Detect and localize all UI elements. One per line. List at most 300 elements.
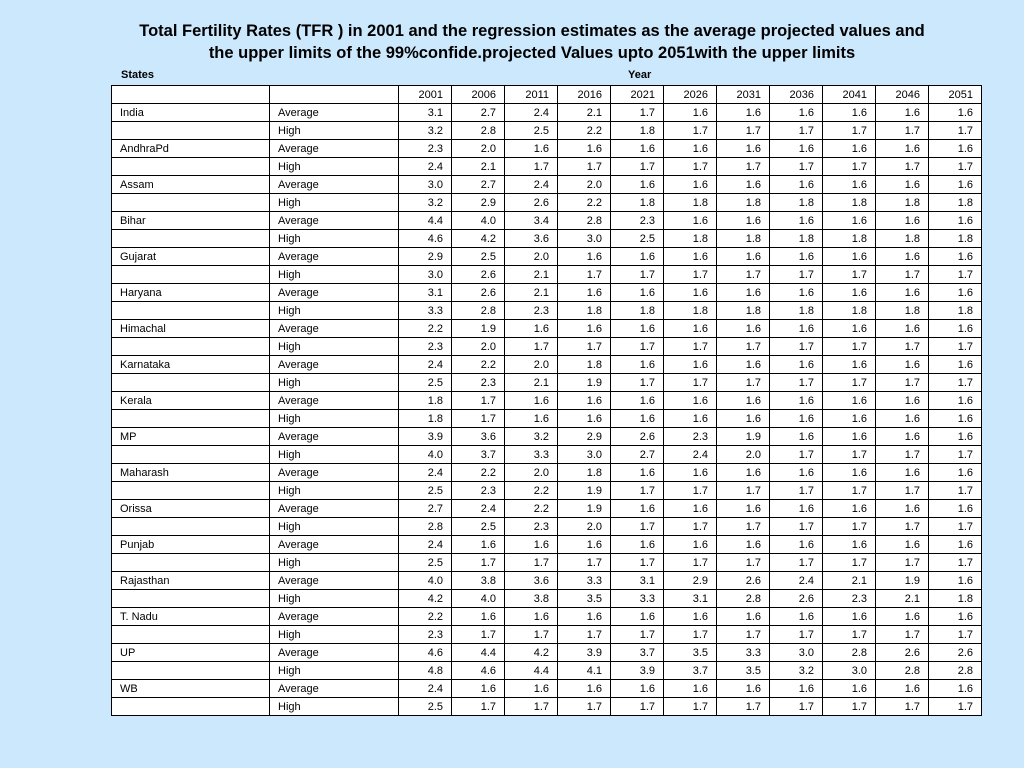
tfr-value-cell: 3.3 — [717, 644, 770, 662]
table-row — [112, 356, 982, 374]
tfr-value-cell: 1.6 — [876, 248, 929, 266]
tfr-value-cell: 2.8 — [558, 212, 611, 230]
tfr-value-cell: 2.8 — [399, 518, 452, 536]
table-row — [112, 194, 982, 212]
tfr-value-cell: 1.7 — [770, 266, 823, 284]
table-row — [112, 248, 982, 266]
tfr-value-cell: 1.7 — [452, 626, 505, 644]
state-cell — [112, 266, 270, 284]
tfr-value-cell: 1.7 — [929, 338, 982, 356]
tfr-value-cell: 3.7 — [611, 644, 664, 662]
tfr-value-cell: 2.6 — [611, 428, 664, 446]
tfr-value-cell: 1.8 — [664, 302, 717, 320]
tfr-value-cell: 1.6 — [505, 392, 558, 410]
tfr-value-cell: 2.8 — [876, 662, 929, 680]
states-header: States — [121, 69, 155, 81]
tfr-value-cell: 1.6 — [823, 428, 876, 446]
estimate-type-cell: High — [270, 410, 399, 428]
tfr-value-cell: 1.6 — [823, 212, 876, 230]
tfr-value-cell: 1.6 — [876, 428, 929, 446]
tfr-value-cell: 1.6 — [770, 536, 823, 554]
tfr-value-cell: 3.3 — [611, 590, 664, 608]
tfr-value-cell: 2.3 — [399, 140, 452, 158]
tfr-value-cell: 1.6 — [664, 176, 717, 194]
table-row — [112, 158, 982, 176]
tfr-value-cell: 1.7 — [664, 266, 717, 284]
tfr-value-cell: 1.6 — [929, 464, 982, 482]
tfr-value-cell: 1.6 — [717, 284, 770, 302]
tfr-value-cell: 1.7 — [717, 158, 770, 176]
state-cell — [112, 698, 270, 716]
tfr-value-cell: 1.7 — [558, 626, 611, 644]
tfr-value-cell: 4.0 — [399, 572, 452, 590]
state-cell — [112, 374, 270, 392]
tfr-value-cell: 2.0 — [505, 464, 558, 482]
tfr-value-cell: 1.6 — [717, 176, 770, 194]
tfr-value-cell: 1.7 — [770, 158, 823, 176]
tfr-value-cell: 1.8 — [770, 302, 823, 320]
tfr-value-cell: 3.0 — [770, 644, 823, 662]
tfr-value-cell: 1.6 — [876, 356, 929, 374]
tfr-value-cell: 1.7 — [664, 626, 717, 644]
tfr-value-cell: 1.6 — [664, 680, 717, 698]
tfr-value-cell: 3.6 — [452, 428, 505, 446]
tfr-value-cell: 2.3 — [505, 302, 558, 320]
tfr-value-cell: 4.8 — [399, 662, 452, 680]
tfr-value-cell: 3.2 — [770, 662, 823, 680]
tfr-value-cell: 1.8 — [399, 410, 452, 428]
tfr-value-cell: 1.6 — [664, 140, 717, 158]
tfr-value-cell: 1.8 — [876, 302, 929, 320]
tfr-value-cell: 1.7 — [664, 158, 717, 176]
tfr-value-cell: 2.0 — [505, 248, 558, 266]
tfr-value-cell: 1.6 — [664, 608, 717, 626]
tfr-value-cell: 3.8 — [452, 572, 505, 590]
tfr-value-cell: 1.6 — [770, 140, 823, 158]
tfr-value-cell: 1.7 — [664, 518, 717, 536]
tfr-value-cell: 2.4 — [399, 464, 452, 482]
tfr-value-cell: 1.7 — [558, 266, 611, 284]
tfr-value-cell: 1.6 — [823, 176, 876, 194]
tfr-value-cell: 4.2 — [505, 644, 558, 662]
tfr-value-cell: 2.5 — [505, 122, 558, 140]
year-header: Year — [628, 69, 652, 81]
state-cell: Haryana — [112, 284, 270, 302]
tfr-value-cell: 2.6 — [770, 590, 823, 608]
tfr-value-cell: 1.7 — [770, 482, 823, 500]
tfr-value-cell: 1.7 — [505, 338, 558, 356]
tfr-value-cell: 1.7 — [823, 338, 876, 356]
estimate-type-cell: High — [270, 446, 399, 464]
tfr-value-cell: 1.7 — [770, 446, 823, 464]
tfr-value-cell: 1.6 — [929, 284, 982, 302]
tfr-value-cell: 1.7 — [664, 554, 717, 572]
tfr-value-cell: 4.0 — [452, 590, 505, 608]
tfr-value-cell: 1.7 — [452, 410, 505, 428]
tfr-value-cell: 3.1 — [399, 284, 452, 302]
tfr-value-cell: 1.6 — [823, 410, 876, 428]
tfr-value-cell: 1.6 — [664, 104, 717, 122]
tfr-value-cell: 2.3 — [664, 428, 717, 446]
tfr-value-cell: 1.6 — [876, 608, 929, 626]
tfr-value-cell: 1.6 — [929, 428, 982, 446]
estimate-type-cell: High — [270, 302, 399, 320]
tfr-value-cell: 1.7 — [823, 374, 876, 392]
tfr-value-cell: 1.7 — [664, 122, 717, 140]
estimate-type-cell: High — [270, 338, 399, 356]
tfr-value-cell: 1.6 — [558, 284, 611, 302]
table-row — [112, 572, 982, 590]
tfr-value-cell: 1.6 — [664, 320, 717, 338]
table-row — [112, 302, 982, 320]
tfr-value-cell: 1.6 — [611, 392, 664, 410]
tfr-value-cell: 2.3 — [399, 626, 452, 644]
tfr-value-cell: 2.2 — [399, 608, 452, 626]
tfr-value-cell: 1.7 — [770, 122, 823, 140]
tfr-value-cell: 1.7 — [876, 698, 929, 716]
state-cell: India — [112, 104, 270, 122]
tfr-value-cell: 3.1 — [664, 590, 717, 608]
state-cell: Gujarat — [112, 248, 270, 266]
state-cell — [112, 482, 270, 500]
state-cell: Assam — [112, 176, 270, 194]
tfr-value-cell: 1.7 — [611, 104, 664, 122]
tfr-value-cell: 1.6 — [876, 392, 929, 410]
estimate-type-cell: High — [270, 194, 399, 212]
state-cell — [112, 230, 270, 248]
tfr-value-cell: 1.6 — [876, 176, 929, 194]
tfr-value-cell: 2.1 — [505, 374, 558, 392]
year-cell: 2016 — [558, 86, 611, 104]
tfr-value-cell: 4.6 — [399, 230, 452, 248]
tfr-value-cell: 3.1 — [611, 572, 664, 590]
table-row — [112, 374, 982, 392]
tfr-value-cell: 1.7 — [611, 518, 664, 536]
tfr-value-cell: 1.6 — [505, 608, 558, 626]
tfr-value-cell: 1.6 — [929, 140, 982, 158]
estimate-type-cell: Average — [270, 248, 399, 266]
state-cell — [112, 446, 270, 464]
tfr-value-cell: 1.8 — [770, 194, 823, 212]
tfr-value-cell: 1.7 — [505, 554, 558, 572]
tfr-value-cell: 1.9 — [558, 374, 611, 392]
state-cell — [112, 158, 270, 176]
table-row — [112, 662, 982, 680]
tfr-value-cell: 1.8 — [876, 194, 929, 212]
estimate-type-cell: Average — [270, 680, 399, 698]
tfr-value-cell: 1.6 — [611, 410, 664, 428]
tfr-value-cell: 1.6 — [558, 410, 611, 428]
table-row — [112, 554, 982, 572]
tfr-value-cell: 1.9 — [452, 320, 505, 338]
tfr-value-cell: 1.6 — [664, 392, 717, 410]
tfr-value-cell: 2.3 — [399, 338, 452, 356]
tfr-value-cell: 1.7 — [505, 158, 558, 176]
tfr-value-cell: 1.8 — [399, 392, 452, 410]
tfr-value-cell: 1.6 — [505, 140, 558, 158]
tfr-value-cell: 1.7 — [717, 698, 770, 716]
tfr-value-cell: 1.7 — [505, 698, 558, 716]
tfr-value-cell: 1.7 — [876, 338, 929, 356]
tfr-value-cell: 2.8 — [929, 662, 982, 680]
tfr-value-cell: 2.0 — [558, 518, 611, 536]
tfr-value-cell: 1.7 — [770, 626, 823, 644]
tfr-value-cell: 1.7 — [611, 626, 664, 644]
table-row — [112, 428, 982, 446]
tfr-value-cell: 2.0 — [558, 176, 611, 194]
tfr-value-cell: 2.9 — [664, 572, 717, 590]
tfr-value-cell: 2.2 — [452, 356, 505, 374]
table-row — [112, 392, 982, 410]
tfr-value-cell: 2.1 — [505, 284, 558, 302]
state-cell — [112, 662, 270, 680]
tfr-value-cell: 1.6 — [929, 410, 982, 428]
tfr-value-cell: 2.6 — [717, 572, 770, 590]
tfr-value-cell: 1.7 — [770, 518, 823, 536]
tfr-value-cell: 2.3 — [505, 518, 558, 536]
tfr-value-cell: 4.0 — [399, 446, 452, 464]
tfr-value-cell: 1.6 — [664, 500, 717, 518]
year-cell: 2001 — [399, 86, 452, 104]
tfr-value-cell: 3.0 — [399, 176, 452, 194]
title-line-1: Total Fertility Rates (TFR ) in 2001 and the regression estimates as the average projected values and — [139, 22, 925, 40]
tfr-value-cell: 2.9 — [452, 194, 505, 212]
tfr-value-cell: 2.4 — [505, 176, 558, 194]
tfr-value-cell: 1.8 — [558, 464, 611, 482]
tfr-value-cell: 2.4 — [399, 158, 452, 176]
estimate-type-cell: Average — [270, 572, 399, 590]
tfr-value-cell: 1.6 — [717, 680, 770, 698]
tfr-value-cell: 1.8 — [611, 194, 664, 212]
tfr-value-cell: 1.7 — [664, 338, 717, 356]
tfr-value-cell: 1.8 — [611, 122, 664, 140]
tfr-value-cell: 2.3 — [611, 212, 664, 230]
state-cell: Karnataka — [112, 356, 270, 374]
tfr-value-cell: 1.7 — [876, 266, 929, 284]
tfr-value-cell: 1.7 — [929, 626, 982, 644]
tfr-value-cell: 1.8 — [876, 230, 929, 248]
tfr-value-cell: 1.7 — [929, 158, 982, 176]
state-cell: Maharash — [112, 464, 270, 482]
tfr-value-cell: 1.6 — [929, 572, 982, 590]
state-cell — [112, 554, 270, 572]
estimate-type-cell: Average — [270, 536, 399, 554]
tfr-value-cell: 1.6 — [717, 212, 770, 230]
tfr-value-cell: 1.6 — [770, 464, 823, 482]
tfr-value-cell: 1.6 — [664, 536, 717, 554]
tfr-value-cell: 1.6 — [876, 680, 929, 698]
tfr-value-cell: 1.6 — [717, 500, 770, 518]
state-cell — [112, 626, 270, 644]
tfr-value-cell: 1.6 — [611, 608, 664, 626]
tfr-value-cell: 2.4 — [399, 356, 452, 374]
state-cell — [112, 590, 270, 608]
estimate-type-cell: High — [270, 482, 399, 500]
tfr-value-cell: 1.6 — [558, 608, 611, 626]
state-cell — [112, 518, 270, 536]
tfr-value-cell: 1.6 — [770, 608, 823, 626]
tfr-value-cell: 2.2 — [558, 122, 611, 140]
tfr-value-cell: 1.6 — [717, 608, 770, 626]
tfr-value-cell: 1.9 — [876, 572, 929, 590]
tfr-value-cell: 1.7 — [876, 122, 929, 140]
tfr-value-cell: 2.2 — [505, 482, 558, 500]
tfr-value-cell: 1.7 — [717, 554, 770, 572]
tfr-value-cell: 1.6 — [876, 104, 929, 122]
year-cell: 2026 — [664, 86, 717, 104]
tfr-value-cell: 1.6 — [717, 248, 770, 266]
tfr-value-cell: 1.7 — [611, 554, 664, 572]
estimate-type-cell: Average — [270, 212, 399, 230]
tfr-value-cell: 1.7 — [823, 122, 876, 140]
tfr-value-cell: 1.6 — [929, 500, 982, 518]
estimate-type-cell: High — [270, 158, 399, 176]
tfr-value-cell: 1.7 — [717, 518, 770, 536]
table-row — [112, 590, 982, 608]
estimate-type-cell: Average — [270, 608, 399, 626]
tfr-value-cell: 2.0 — [452, 140, 505, 158]
tfr-value-cell: 1.6 — [823, 608, 876, 626]
state-cell: MP — [112, 428, 270, 446]
tfr-value-cell: 3.0 — [558, 446, 611, 464]
tfr-value-cell: 1.7 — [717, 374, 770, 392]
table-row — [112, 122, 982, 140]
tfr-value-cell: 1.7 — [823, 554, 876, 572]
tfr-value-cell: 2.1 — [505, 266, 558, 284]
tfr-value-cell: 2.8 — [452, 122, 505, 140]
tfr-value-cell: 1.7 — [664, 698, 717, 716]
tfr-value-cell: 2.9 — [558, 428, 611, 446]
tfr-value-cell: 2.8 — [452, 302, 505, 320]
tfr-value-cell: 1.6 — [664, 464, 717, 482]
tfr-value-cell: 1.6 — [717, 410, 770, 428]
year-cell: 2036 — [770, 86, 823, 104]
tfr-value-cell: 1.6 — [823, 392, 876, 410]
year-header-row — [112, 86, 982, 104]
state-cell: Rajasthan — [112, 572, 270, 590]
table-row — [112, 518, 982, 536]
tfr-value-cell: 1.7 — [823, 482, 876, 500]
tfr-value-cell: 3.9 — [399, 428, 452, 446]
tfr-value-cell: 1.6 — [452, 680, 505, 698]
tfr-value-cell: 2.7 — [452, 104, 505, 122]
tfr-value-cell: 2.4 — [399, 536, 452, 554]
tfr-value-cell: 3.8 — [505, 590, 558, 608]
tfr-value-cell: 3.6 — [505, 230, 558, 248]
tfr-value-cell: 2.3 — [452, 482, 505, 500]
tfr-value-cell: 2.0 — [505, 356, 558, 374]
tfr-value-cell: 1.6 — [929, 608, 982, 626]
tfr-value-cell: 1.6 — [876, 464, 929, 482]
header-empty-cell — [270, 86, 399, 104]
tfr-value-cell: 1.6 — [664, 248, 717, 266]
tfr-value-cell: 3.5 — [558, 590, 611, 608]
tfr-value-cell: 2.1 — [558, 104, 611, 122]
tfr-value-cell: 3.2 — [399, 194, 452, 212]
tfr-value-cell: 1.7 — [876, 554, 929, 572]
tfr-value-cell: 1.7 — [717, 626, 770, 644]
state-cell — [112, 122, 270, 140]
tfr-value-cell: 1.6 — [770, 410, 823, 428]
tfr-value-cell: 1.8 — [770, 230, 823, 248]
tfr-value-cell: 4.2 — [399, 590, 452, 608]
table-row — [112, 500, 982, 518]
tfr-value-cell: 2.5 — [399, 554, 452, 572]
tfr-value-cell: 1.9 — [558, 482, 611, 500]
tfr-value-cell: 2.0 — [717, 446, 770, 464]
tfr-value-cell: 1.7 — [876, 626, 929, 644]
tfr-value-cell: 2.7 — [611, 446, 664, 464]
tfr-value-cell: 3.9 — [611, 662, 664, 680]
tfr-value-cell: 1.8 — [558, 356, 611, 374]
tfr-value-cell: 1.7 — [611, 482, 664, 500]
tfr-value-cell: 1.6 — [558, 392, 611, 410]
tfr-value-cell: 2.2 — [452, 464, 505, 482]
table-row — [112, 284, 982, 302]
tfr-value-cell: 3.5 — [717, 662, 770, 680]
tfr-value-cell: 2.8 — [823, 644, 876, 662]
tfr-value-cell: 1.6 — [876, 284, 929, 302]
tfr-value-cell: 1.7 — [717, 122, 770, 140]
tfr-value-cell: 1.6 — [823, 464, 876, 482]
state-cell: T. Nadu — [112, 608, 270, 626]
estimate-type-cell: Average — [270, 104, 399, 122]
estimate-type-cell: Average — [270, 464, 399, 482]
table-row — [112, 338, 982, 356]
tfr-value-cell: 1.7 — [929, 374, 982, 392]
tfr-value-cell: 1.7 — [929, 266, 982, 284]
tfr-value-cell: 2.1 — [452, 158, 505, 176]
tfr-value-cell: 1.7 — [929, 698, 982, 716]
state-cell: WB — [112, 680, 270, 698]
tfr-value-cell: 1.7 — [505, 626, 558, 644]
tfr-value-cell: 1.7 — [770, 554, 823, 572]
tfr-value-cell: 1.8 — [823, 302, 876, 320]
tfr-value-cell: 2.4 — [664, 446, 717, 464]
tfr-value-cell: 1.7 — [929, 554, 982, 572]
tfr-value-cell: 1.7 — [611, 266, 664, 284]
tfr-value-cell: 4.2 — [452, 230, 505, 248]
table-row — [112, 104, 982, 122]
tfr-value-cell: 3.1 — [399, 104, 452, 122]
tfr-value-cell: 1.6 — [823, 284, 876, 302]
tfr-value-cell: 1.8 — [929, 590, 982, 608]
tfr-value-cell: 1.6 — [876, 410, 929, 428]
tfr-value-cell: 3.0 — [558, 230, 611, 248]
tfr-value-cell: 1.7 — [823, 266, 876, 284]
tfr-value-cell: 1.8 — [558, 302, 611, 320]
tfr-value-cell: 1.6 — [611, 464, 664, 482]
estimate-type-cell: High — [270, 374, 399, 392]
tfr-value-cell: 2.5 — [611, 230, 664, 248]
tfr-value-cell: 1.6 — [452, 608, 505, 626]
tfr-value-cell: 2.7 — [452, 176, 505, 194]
tfr-value-cell: 1.8 — [611, 302, 664, 320]
tfr-value-cell: 1.6 — [611, 284, 664, 302]
tfr-value-cell: 3.3 — [399, 302, 452, 320]
tfr-value-cell: 1.7 — [664, 482, 717, 500]
state-cell: Orissa — [112, 500, 270, 518]
tfr-value-cell: 1.7 — [558, 158, 611, 176]
tfr-value-cell: 1.7 — [929, 446, 982, 464]
estimate-type-cell: Average — [270, 284, 399, 302]
state-cell: AndhraPd — [112, 140, 270, 158]
tfr-value-cell: 1.7 — [876, 374, 929, 392]
tfr-value-cell: 1.7 — [717, 482, 770, 500]
tfr-value-cell: 1.6 — [770, 428, 823, 446]
table-row — [112, 176, 982, 194]
tfr-value-cell: 1.7 — [876, 482, 929, 500]
